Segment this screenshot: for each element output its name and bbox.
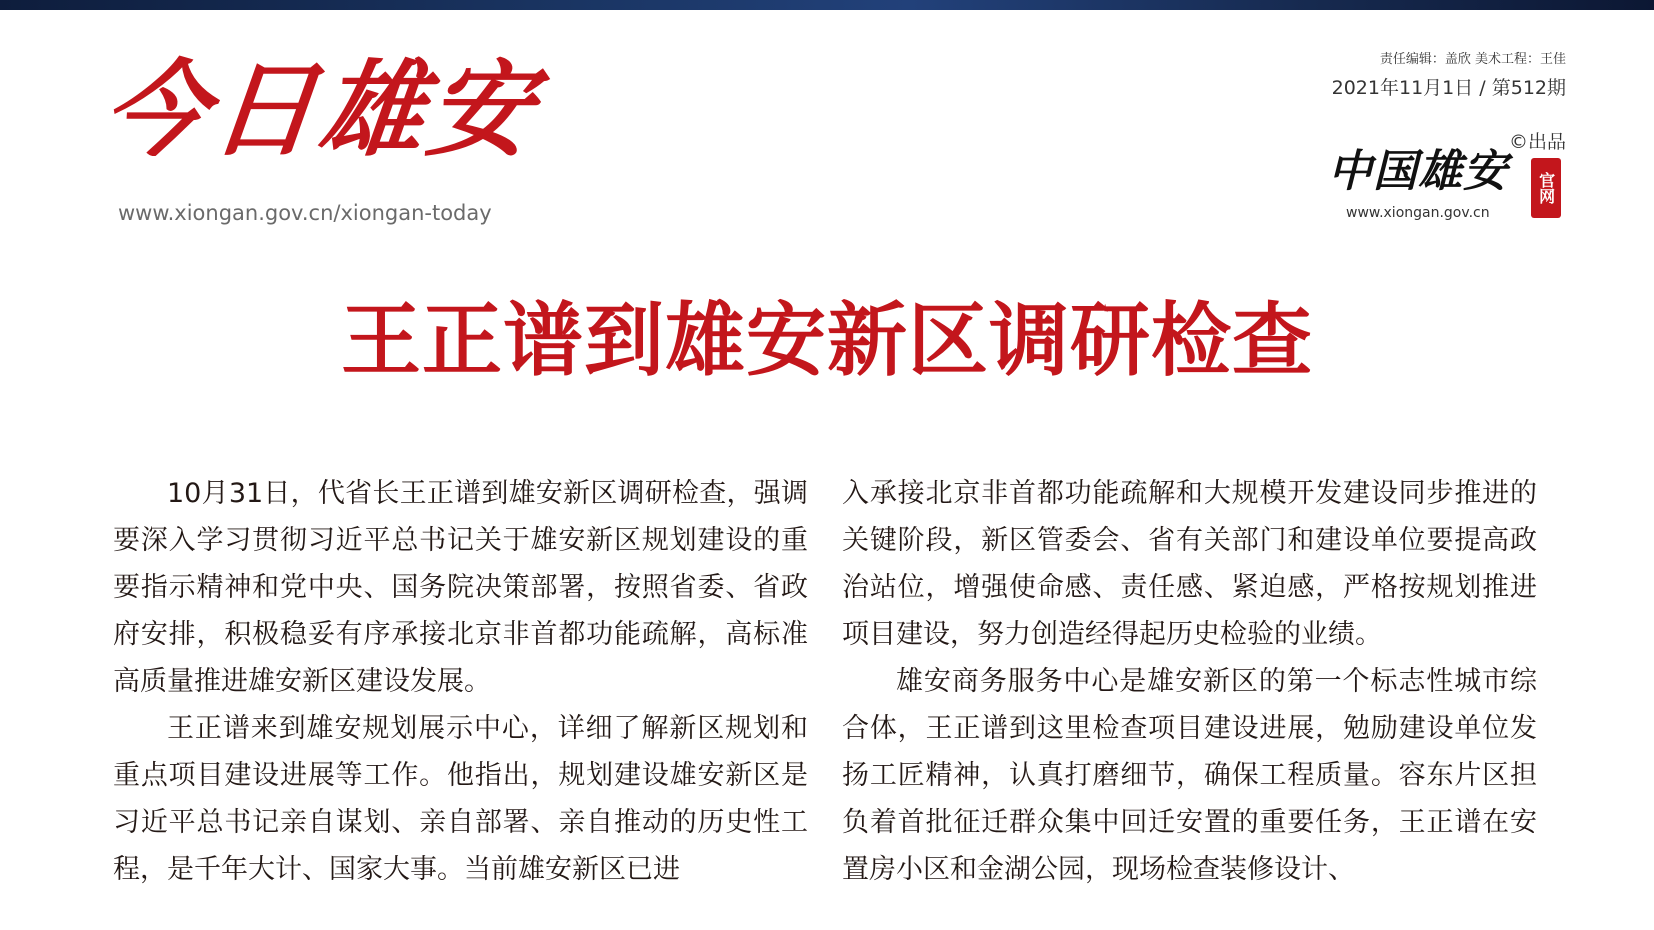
top-decorative-bar: [0, 0, 1654, 10]
paragraph: 王正谱来到雄安规划展示中心，详细了解新区规划和重点项目建设进展等工作。他指出，规划建设雄安新区是习近平总书记亲自谋划、亲自部署、亲自推动的历史性工程，是千年大计、国家大事。当前雄安新区已进: [113, 713, 808, 885]
article-column-right: [842, 470, 1537, 893]
paragraph: 入承接北京非首都功能疏解和大规模开发建设同步推进的关键阶段，新区管委会、省有关部门和建设单位要提高政治站位，增强使命感、责任感、紧迫感，严格按规划推进项目建设，努力创造经得起历史检验的业绩。: [842, 478, 1537, 650]
paragraph: 雄安商务服务中心是雄安新区的第一个标志性城市综合体，王正谱到这里检查项目建设进展，勉励建设单位发扬工匠精神，认真打磨细节，确保工程质量。容东片区担负着首批征迁群众集中回迁安置的重要任务，王正谱在安置房小区和金湖公园，现场检查装修设计、: [842, 666, 1537, 885]
seal-text: 官网: [1536, 172, 1556, 204]
producer-credit: ©出品: [1508, 131, 1566, 153]
xiongan-official-logo: 中国雄安: [1328, 146, 1508, 197]
masthead-url[interactable]: www.xiongan.gov.cn/xiongan-today: [118, 201, 492, 225]
masthead-logo: 今日雄安: [97, 48, 543, 171]
logo-url[interactable]: www.xiongan.gov.cn: [1346, 205, 1490, 221]
official-seal-icon: [1531, 158, 1561, 218]
article-headline: 王正谱到雄安新区调研检查: [341, 293, 1313, 387]
article-column-left: [113, 470, 808, 893]
editor-credits: 责任编辑：盖欣 美术工程：王佳: [1379, 52, 1566, 67]
issue-date: 2021年11月1日 / 第512期: [1331, 77, 1566, 99]
paragraph: 10月31日，代省长王正谱到雄安新区调研检查，强调要深入学习贯彻习近平总书记关于雄安新区规划建设的重要指示精神和党中央、国务院决策部署，按照省委、省政府安排，积极稳妥有序承接北京非首都功能疏解，高标准高质量推进雄安新区建设发展。: [113, 478, 808, 697]
